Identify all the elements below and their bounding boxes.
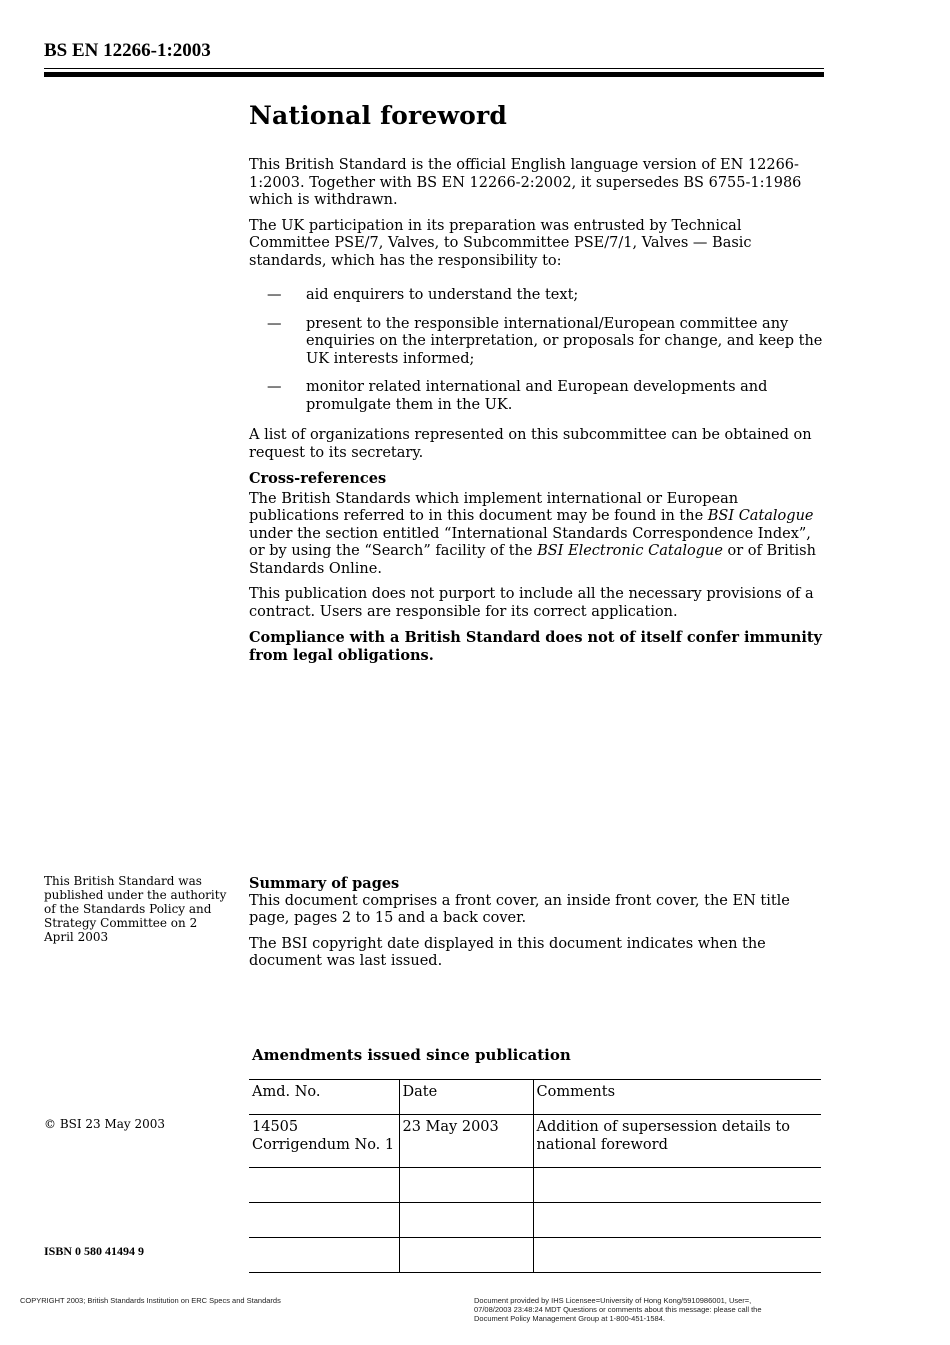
amd-no-cell: [249, 1115, 399, 1168]
crossref-text-2: under the section entitled “International Standards Correspondence Index”, or by using the “Search” facility of the: [249, 525, 811, 559]
paragraph-cross-references: [249, 491, 824, 579]
summary-section: [249, 875, 824, 979]
bsi-electronic-catalogue-ref: BSI Electronic Catalogue: [537, 543, 723, 559]
summary-paragraph: This document comprises a front cover, an inside front cover, the EN title page, pages 2 to 15 and a back cover.: [249, 892, 790, 926]
empty-cell: [399, 1203, 533, 1238]
date-cell: 23 May 2003: [399, 1115, 533, 1168]
paragraph-organizations: A list of organizations represented on this subcommittee can be obtained on request to its secretary.: [249, 427, 812, 461]
document-id: BS EN 12266-1:2003: [44, 40, 211, 61]
table-row: [249, 1238, 821, 1273]
list-item-text: aid enquirers to understand the text;: [306, 287, 579, 303]
list-dash: —: [267, 287, 282, 303]
header-rule-thick: [44, 72, 824, 77]
isbn: ISBN 0 580 41494 9: [44, 1244, 145, 1258]
amd-corrigendum: Corrigendum No. 1: [252, 1136, 395, 1153]
copyright-date-paragraph: The BSI copyright date displayed in this document indicates when the document was last issued.: [249, 935, 766, 969]
crossref-text-1: The British Standards which implement international or European publications referred to in this document may be found in the: [249, 490, 739, 524]
comments-cell: Addition of supersession details to national foreword: [533, 1115, 821, 1168]
list-dash: —: [267, 379, 282, 395]
copyright-notice: © BSI 23 May 2003: [44, 1117, 166, 1131]
list-item-text: present to the responsible international/European committee any enquiries on the interpretation, or proposals for change, and keep the UK interests informed;: [306, 315, 823, 367]
table-row: [249, 1203, 821, 1238]
bsi-catalogue-ref: BSI Catalogue: [707, 508, 814, 524]
empty-cell: [399, 1168, 533, 1203]
crossref-text-3: or of British Standards Online.: [249, 543, 816, 577]
empty-cell: [533, 1238, 821, 1273]
footer-copyright: COPYRIGHT 2003; British Standards Institution on ERC Specs and Standards: [20, 1296, 281, 1305]
empty-cell: [249, 1168, 399, 1203]
empty-cell: [249, 1203, 399, 1238]
paragraph-provisions: This publication does not purport to include all the necessary provisions of a contract. Users are responsible for its correct application.: [249, 586, 814, 620]
paragraph-compliance: Compliance with a British Standard does not of itself confer immunity from legal obligations.: [249, 629, 822, 664]
amd-number: 14505: [252, 1119, 299, 1135]
empty-cell: [533, 1168, 821, 1203]
publication-authority-note: This British Standard was published under the authority of the Standards Policy and Strategy Committee on 2 April 2003: [44, 874, 227, 944]
empty-cell: [249, 1238, 399, 1273]
header-rule-thin: [44, 68, 824, 69]
list-item: [249, 316, 824, 369]
footer-licensee-notice: Document provided by IHS Licensee=University of Hong Kong/5910986001, User=, 07/08/2003 23:48:24 MDT Questions or comments about this message: please call the Document Policy Management Group at 1-800-451-1584.: [474, 1296, 762, 1323]
table-row: [249, 1168, 821, 1203]
foreword-body: [249, 157, 824, 672]
paragraph-official-version: This British Standard is the official English language version of EN 12266-1:2003. Together with BS EN 12266-2:2002, it supersedes BS 6755-1:1986 which is withdrawn.: [249, 157, 802, 208]
responsibility-list: [249, 287, 824, 414]
header-amd-no: Amd. No.: [249, 1080, 399, 1115]
empty-cell: [533, 1203, 821, 1238]
amendments-table: [249, 1079, 821, 1273]
table-row: [249, 1115, 821, 1168]
summary-heading: Summary of pages: [249, 875, 400, 892]
list-dash: —: [267, 315, 282, 332]
paragraph-uk-participation: The UK participation in its preparation was entrusted by Technical Committee PSE/7, Valves, to Subcommittee PSE/7/1, Valves — Basic standards, which has the responsibility to:: [249, 217, 752, 269]
table-header-row: [249, 1080, 821, 1115]
amendments-title: Amendments issued since publication: [252, 1046, 571, 1064]
list-item: [249, 379, 824, 414]
header-date: Date: [399, 1080, 533, 1115]
page-title: National foreword: [249, 101, 508, 130]
header-comments: Comments: [533, 1080, 821, 1115]
cross-references-heading: Cross-references: [249, 470, 387, 487]
list-item-text: monitor related international and European developments and promulgate them in the UK.: [306, 379, 768, 413]
empty-cell: [399, 1238, 533, 1273]
list-item: [249, 287, 824, 305]
